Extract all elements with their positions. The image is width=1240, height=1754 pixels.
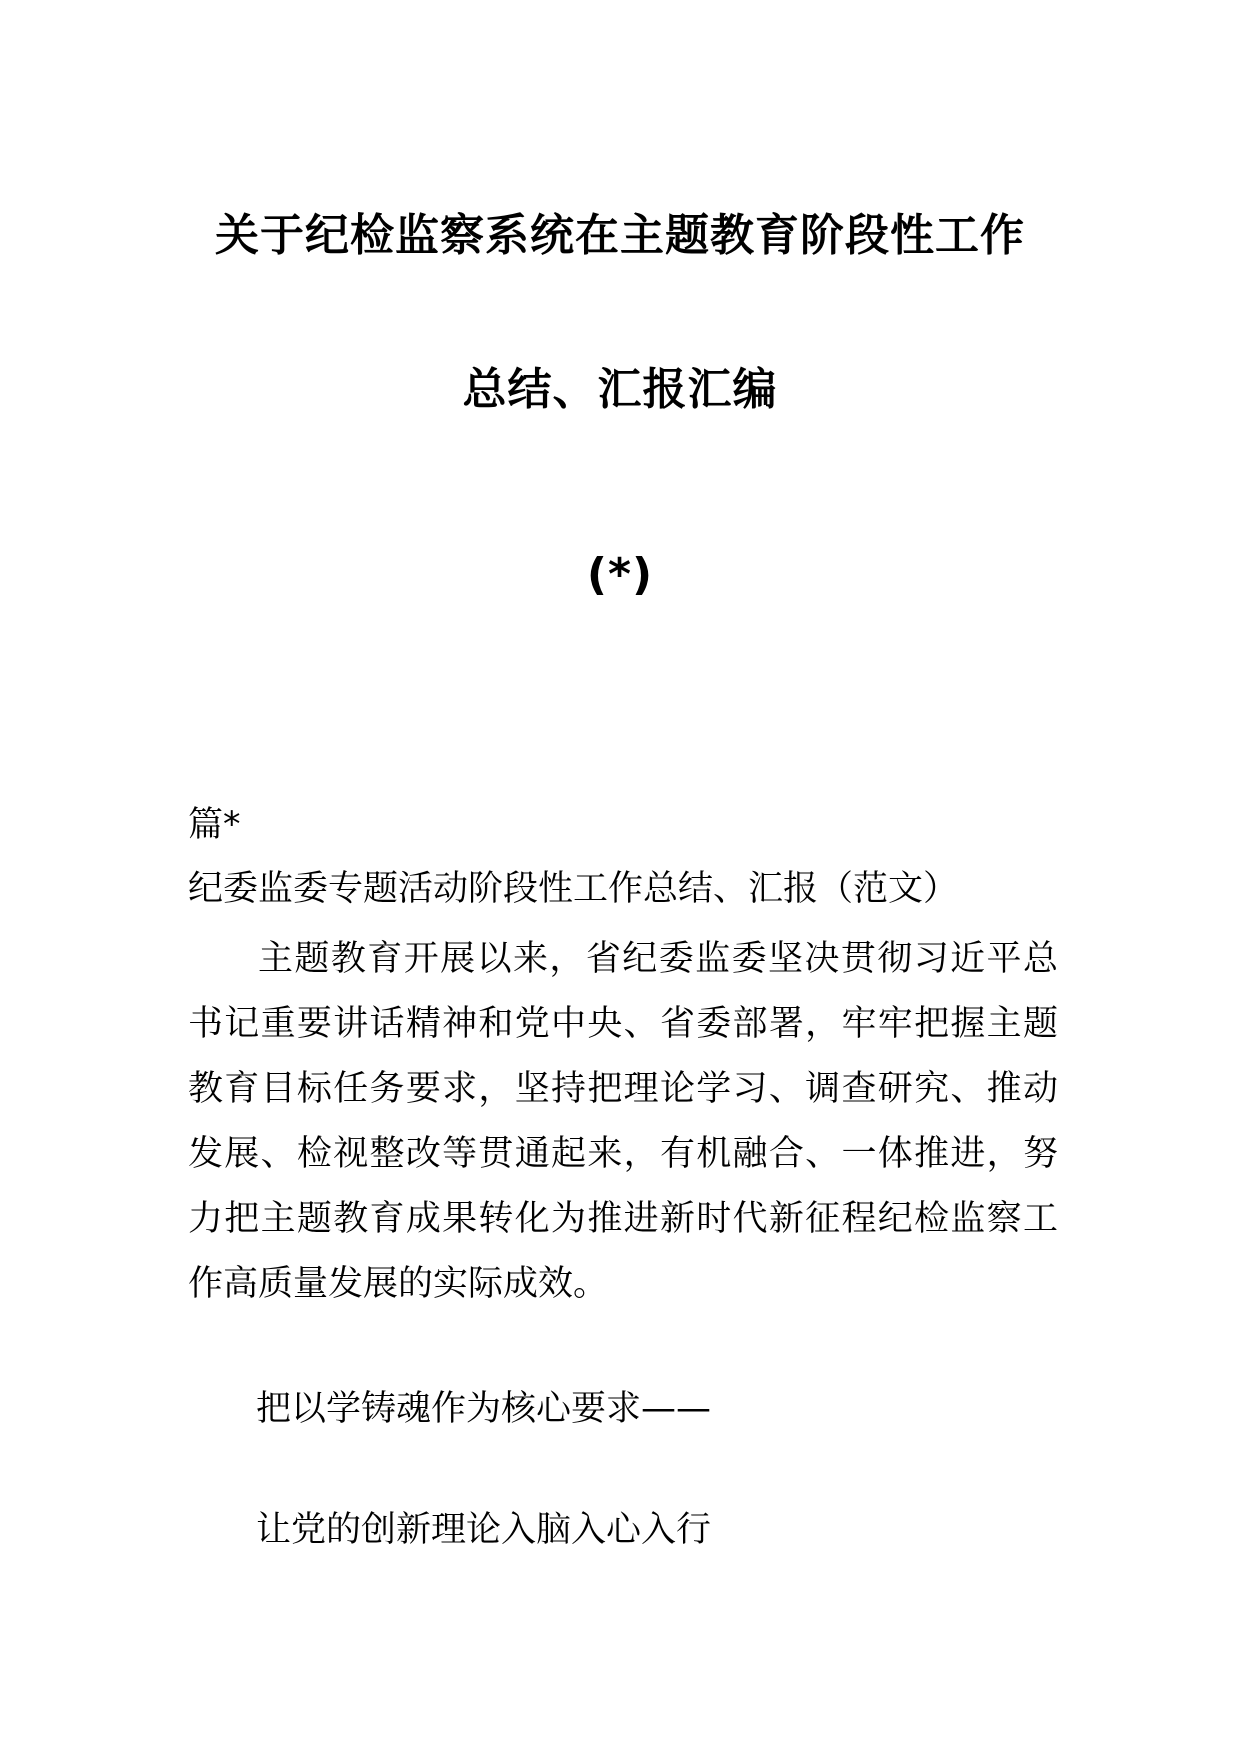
document-title-line-1: 关于纪检监察系统在主题教育阶段性工作	[215, 210, 1025, 261]
part-label: 篇*	[188, 805, 241, 845]
document-title-line-2: 总结、汇报汇编	[462, 364, 778, 415]
document-title-marker: (*)	[586, 549, 654, 600]
section-heading-2: 让党的创新理论入脑入心入行	[256, 1510, 712, 1550]
section-heading-1: 把以学铸魂作为核心要求——	[256, 1389, 712, 1429]
body-paragraph: 主题教育开展以来，省纪委监委坚决贯彻习近平总书记重要讲话精神和党中央、省委部署，牢牢把握主题教育目标任务要求，坚持把理论学习、调查研究、推动发展、检视整改等贯通起来，有机融合、一体推进，努力把主题教育成果转化为推进新时代新征程纪检监察工作高质量发展的实际成效。	[188, 939, 1058, 1304]
subheading: 纪委监委专题活动阶段性工作总结、汇报（范文）	[188, 869, 959, 909]
